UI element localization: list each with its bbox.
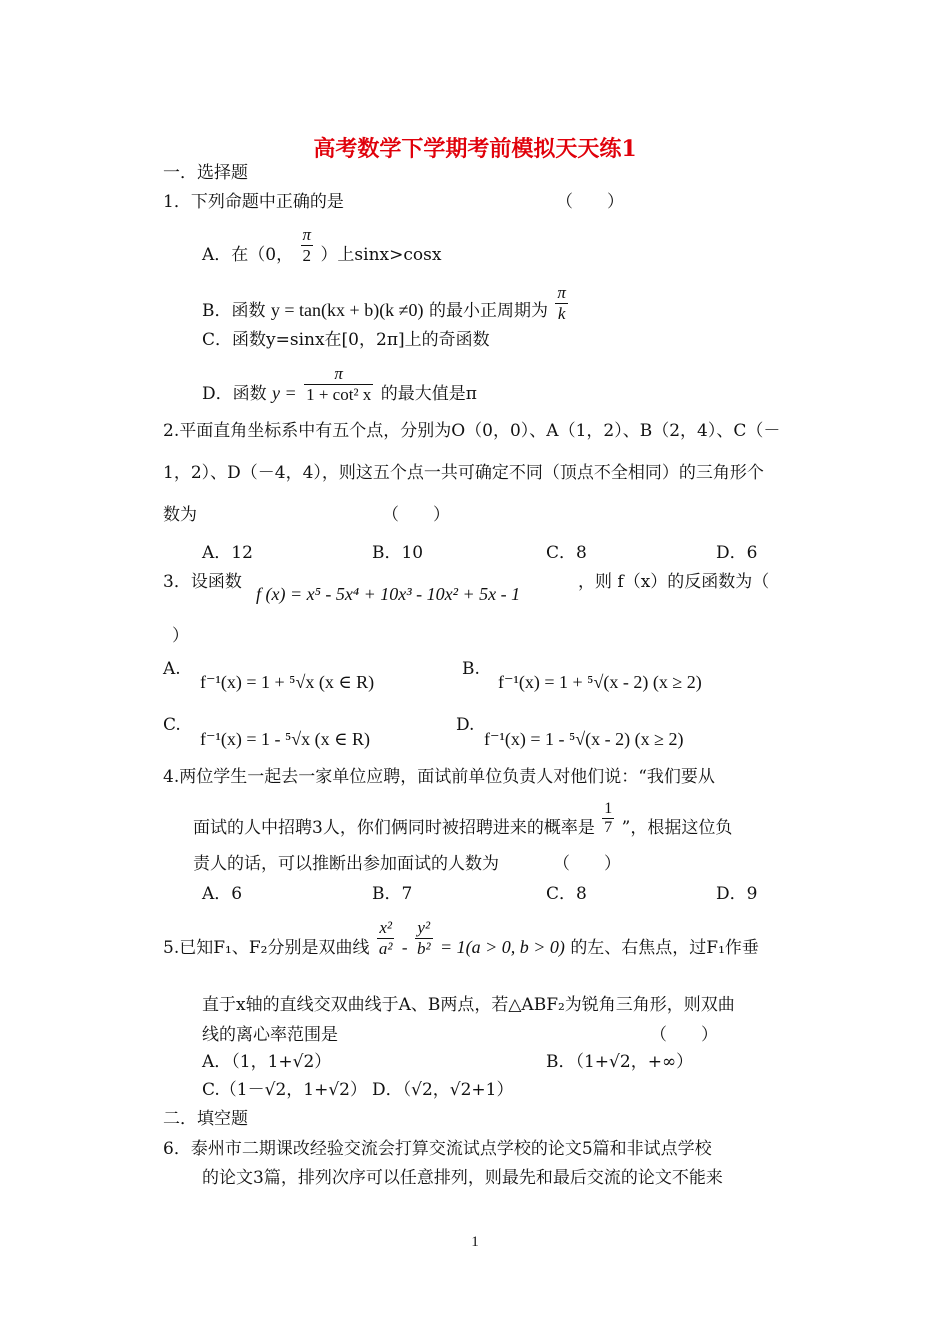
q5-y-denominator: b²	[416, 938, 431, 958]
q3-stem-close: ）	[172, 626, 189, 646]
section-heading-fill: 二．填空题	[163, 1109, 248, 1129]
q3-option-b: f⁻¹(x) = 1 + ⁵√(x - 2) (x ≥ 2)	[498, 672, 702, 692]
q2-line-3: 数为	[163, 505, 197, 525]
q2-option-d: D．6	[716, 543, 758, 563]
q5-line-1	[163, 918, 759, 958]
q4-option-c: C．8	[546, 884, 587, 904]
q5-x-numerator: x²	[377, 918, 395, 939]
q3-label-b: B.	[462, 659, 480, 679]
q1-a-suffix: ）上sinx>cosx	[320, 244, 442, 265]
q3-label-d: D.	[456, 715, 475, 735]
q1-a-prefix: A．在（0，	[202, 244, 294, 265]
q5-x-denominator: a²	[378, 938, 393, 958]
q1-d-suffix: 的最大值是π	[380, 383, 477, 404]
q1-stem: 1．下列命题中正确的是	[163, 192, 344, 212]
q1-d-prefix: D．函数	[202, 383, 267, 404]
q1-a-numerator: π	[302, 225, 312, 244]
q1-b-numerator: π	[557, 283, 566, 302]
q3-stem-suffix: ，则 f（x）的反函数为（	[578, 572, 770, 592]
q5-option-a: A．（1，1+√2）	[202, 1052, 332, 1072]
q4-option-d: D．9	[716, 884, 758, 904]
q1-d-y: y =	[272, 382, 297, 403]
q5-condition: = 1(a > 0, b > 0)	[439, 936, 565, 957]
q3-option-a: f⁻¹(x) = 1 + ⁵√x (x ∈ R)	[200, 672, 375, 692]
q5-y-fraction	[415, 918, 433, 958]
q6-line-1: 6．泰州市二期课改经验交流会打算交流试点学校的论文5篇和非试点学校	[163, 1139, 712, 1159]
q5-answer-blank: （ ）	[650, 1025, 718, 1045]
q2-answer-blank: （ ）	[382, 505, 450, 525]
q5-x-fraction	[377, 918, 395, 958]
q5-option-d: D．（√2，√2+1）	[372, 1080, 514, 1100]
q1-b-middle: 的最小正周期为	[428, 300, 548, 321]
q2-option-c: C．8	[546, 543, 587, 563]
q3-label-a: A.	[163, 659, 181, 679]
q5-option-b: B．（1+√2，+∞）	[546, 1052, 694, 1072]
q4-line-2-prefix: 面试的人中招聘3人，你们俩同时被招聘进来的概率是	[193, 818, 595, 839]
q1-option-a	[202, 225, 441, 265]
q5-line-3: 线的离心率范围是	[202, 1025, 338, 1045]
q4-option-a: A．6	[202, 884, 243, 904]
q3-label-c: C.	[163, 715, 181, 735]
q3-option-d: f⁻¹(x) = 1 - ⁵√(x - 2) (x ≥ 2)	[484, 729, 684, 749]
q4-line-3: 责人的话，可以推断出参加面试的人数为	[193, 854, 499, 874]
q1-answer-blank: （ ）	[556, 192, 624, 212]
q4-answer-blank: （ ）	[553, 854, 621, 874]
q4-option-b: B．7	[372, 884, 413, 904]
q1-option-c: C．函数y=sinx在[0，2π]上的奇函数	[202, 330, 490, 350]
q1-option-b	[202, 283, 570, 323]
q1-b-expression: y = tan(kx + b)(k ≠0)	[270, 299, 424, 320]
q4-fraction-denominator: 7	[604, 819, 613, 837]
q1-a-denominator: 2	[302, 245, 312, 265]
q3-stem: 3．设函数	[163, 572, 242, 592]
q1-a-fraction	[301, 225, 314, 265]
q2-option-b: B．10	[372, 543, 424, 563]
q4-fraction-numerator: 1	[602, 800, 614, 819]
q1-d-fraction	[304, 364, 373, 404]
q4-line-1: 4.两位学生一起去一家单位应聘，面试前单位负责人对他们说：“我们要从	[163, 767, 715, 787]
q4-probability-fraction	[602, 800, 614, 838]
q5-prefix: 5.已知F₁、F₂分别是双曲线	[163, 937, 370, 958]
q2-line-2: 1，2）、D（－4，4），则这五个点一共可确定不同（顶点不全相同）的三角形个	[163, 463, 764, 483]
document-title: 高考数学下学期考前模拟天天练1	[313, 136, 637, 162]
q4-line-2-suffix: ”，根据这位负	[621, 818, 733, 839]
q3-option-c: f⁻¹(x) = 1 - ⁵√x (x ∈ R)	[200, 729, 370, 749]
q5-option-c: C.（1－√2，1+√2）	[202, 1080, 367, 1100]
q2-line-1: 2.平面直角坐标系中有五个点，分别为O（0，0）、A（1，2）、B（2，4）、C（－	[163, 421, 781, 441]
q1-b-fraction	[555, 283, 568, 323]
q5-y-numerator: y²	[415, 918, 433, 939]
q1-option-d	[202, 364, 477, 404]
q1-d-denominator: 1 + cot² x	[306, 384, 372, 404]
q5-minus: -	[401, 937, 408, 957]
section-heading-choice: 一．选择题	[163, 163, 248, 183]
q3-function-expression: f (x) = x⁵ - 5x⁴ + 10x³ - 10x² + 5x - 1	[256, 584, 521, 604]
q4-line-2	[193, 800, 732, 838]
q5-suffix: 的左、右焦点，过F₁作垂	[570, 937, 759, 958]
q1-d-numerator: π	[304, 364, 373, 385]
q2-option-a: A．12	[202, 543, 253, 563]
q1-b-prefix: B．函数	[202, 300, 266, 321]
q5-line-2: 直于x轴的直线交双曲线于A、B两点，若△ABF₂为锐角三角形，则双曲	[202, 995, 735, 1015]
q1-b-denominator: k	[557, 303, 566, 323]
page-number: 1	[471, 1234, 479, 1250]
q6-line-2: 的论文3篇，排列次序可以任意排列，则最先和最后交流的论文不能来	[202, 1168, 723, 1188]
